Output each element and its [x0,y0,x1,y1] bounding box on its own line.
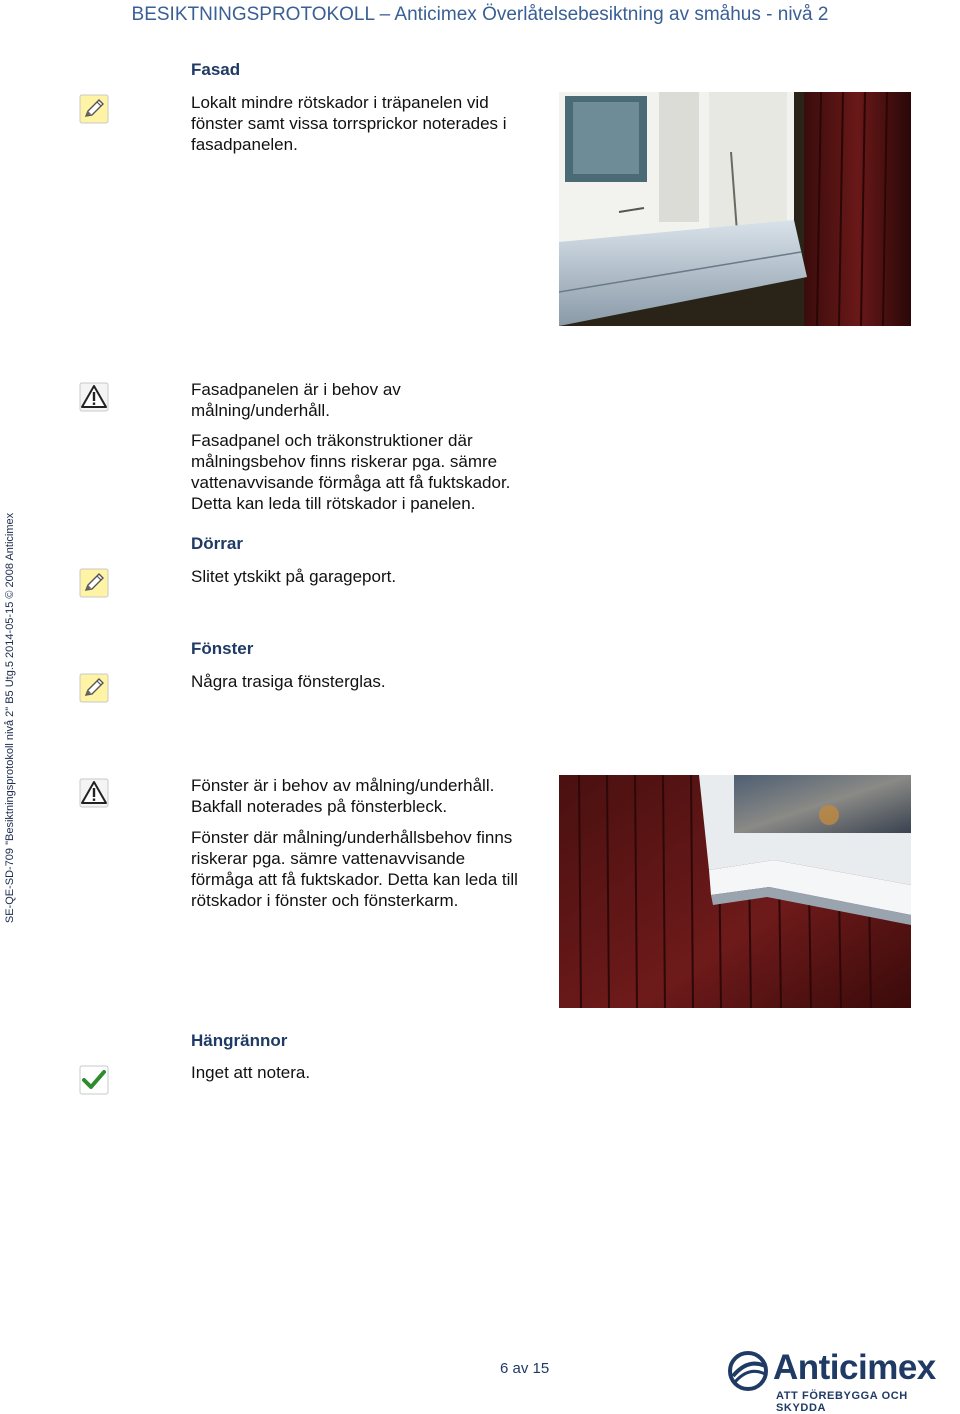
anticimex-logo-mark [727,1350,769,1392]
warning-icon [79,778,109,808]
fasad-risk-line: Fasadpanel och träkonstruktioner där [191,431,473,450]
fasad-warning-line: målning/underhåll. [191,401,330,420]
page-number: 6 av 15 [500,1360,550,1377]
facade-window-photo [559,92,911,326]
fonster-risk-line: rötskador i fönster och fönsterkarm. [191,891,459,910]
fonster-risk [191,827,518,911]
checkmark-icon [79,1065,109,1095]
heading-dorrar: Dörrar [191,534,243,553]
fonster-risk-line: riskerar pga. sämre vattenavvisande [191,849,466,868]
fonster-remark: Några trasiga fönsterglas. [191,672,386,691]
fasad-warning-line: Fasadpanelen är i behov av [191,380,401,399]
fonster-warning-line: Bakfall noterades på fönsterbleck. [191,797,448,816]
dorrar-remark: Slitet ytskikt på garageport. [191,567,397,586]
warning-icon [79,382,109,412]
fasad-remark-line: fönster samt vissa torrsprickor noterades i [191,114,507,133]
fasad-risk-line: målningsbehov finns riskerar pga. sämre [191,452,498,471]
fasad-risk-line: vattenavvisande förmåga att få fuktskador. [191,473,511,492]
fasad-remark-line: Lokalt mindre rötskador i träpanelen vid [191,93,489,112]
pencil-icon [79,568,109,598]
fasad-remark-line: fasadpanelen. [191,135,298,154]
anticimex-logo [727,1348,952,1414]
fasad-risk [191,430,510,514]
fonster-risk-line: förmåga att få fuktskador. Detta kan leda till [191,870,518,889]
page-header: BESIKTNINGSPROTOKOLL – Anticimex Överlåtelsebesiktning av småhus - nivå 2 [131,4,829,25]
hangrannor-remark: Inget att notera. [191,1063,311,1082]
heading-hangrannor: Hängrännor [191,1031,288,1050]
fonster-risk-line: Fönster där målning/underhållsbehov finns [191,828,513,847]
fonster-warning-line: Fönster är i behov av målning/underhåll. [191,776,495,795]
fasad-risk-line: Detta kan leda till rötskador i panelen. [191,494,476,513]
heading-fasad: Fasad [191,60,241,79]
logo-word: Anticimex [773,1348,936,1387]
side-document-code-text: SE-QE-SD-709 "Besiktningsprotokoll nivå 2" B5 Utg.5 2014-05-15 © 2008 Anticimex [4,512,16,924]
fonster-warning [191,775,494,817]
window-sill-photo [559,775,911,1008]
fasad-remark [191,92,507,155]
fasad-warning [191,379,401,421]
heading-fonster: Fönster [191,639,254,658]
pencil-icon [79,673,109,703]
logo-tagline: ATT FÖREBYGGA OCH SKYDDA [776,1390,908,1414]
pencil-icon [79,94,109,124]
